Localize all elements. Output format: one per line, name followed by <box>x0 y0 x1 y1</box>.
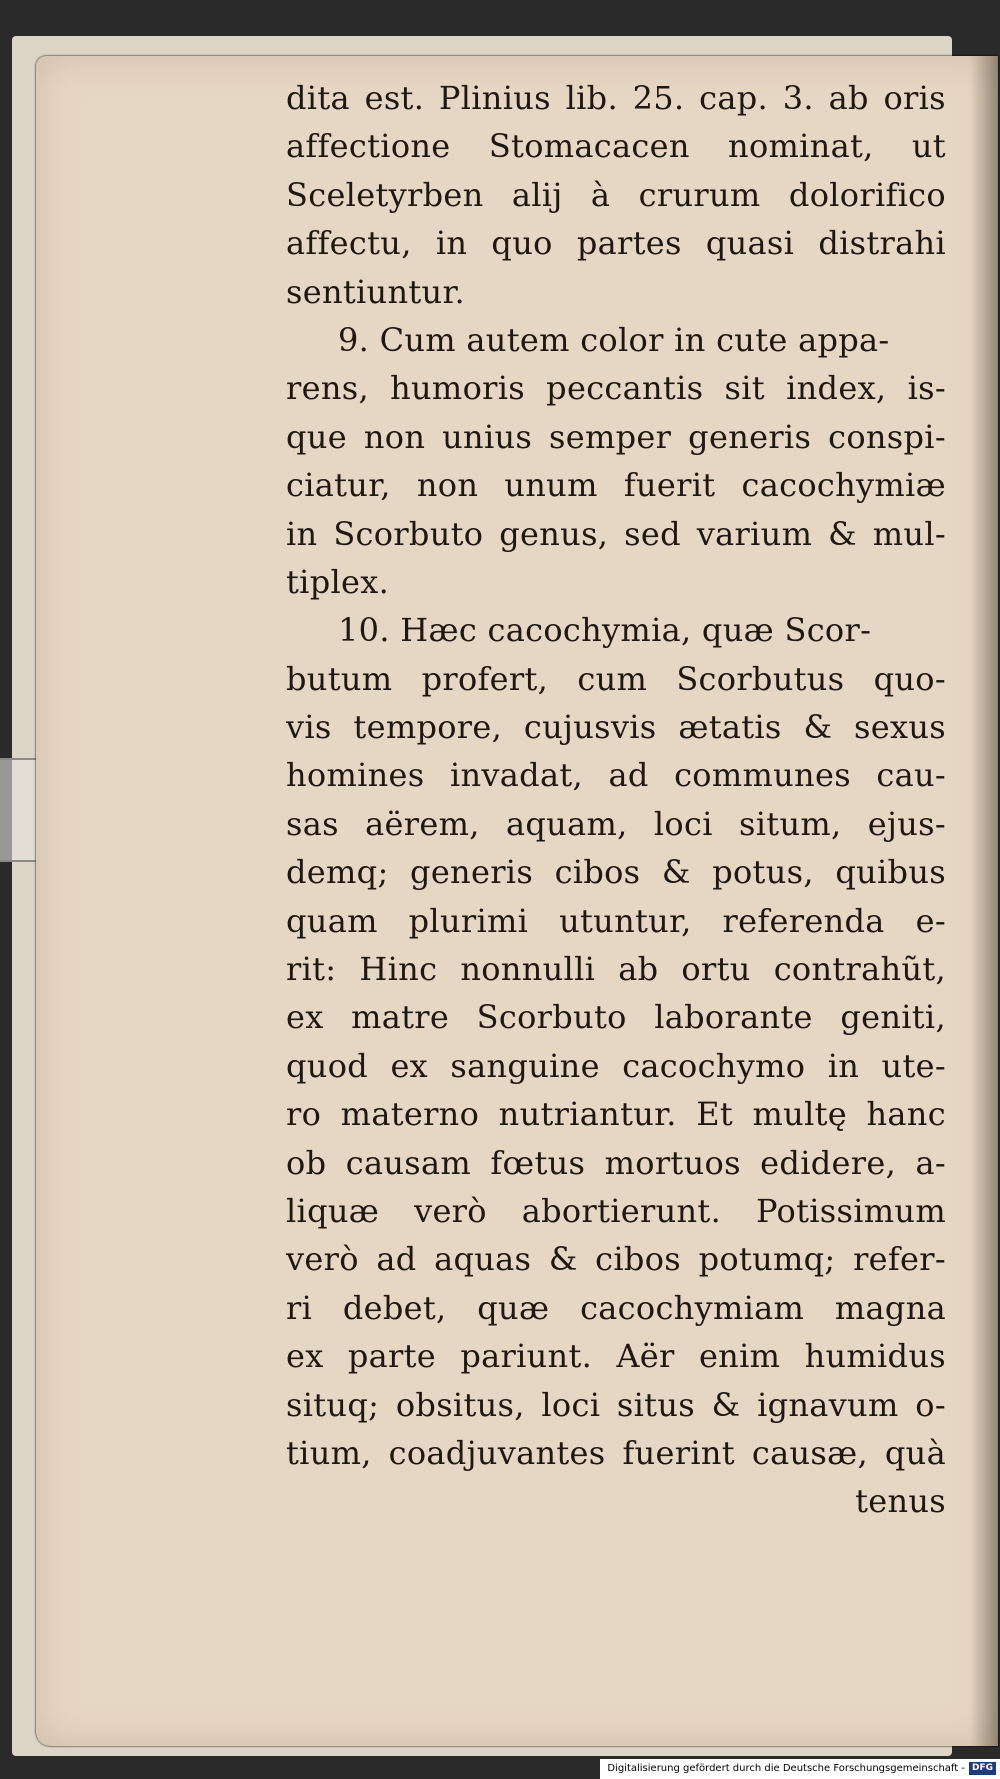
word: rens, <box>286 369 369 408</box>
text-line <box>286 122 946 170</box>
word: ute- <box>881 1046 946 1085</box>
word: & <box>661 853 691 892</box>
word: non <box>416 466 479 505</box>
word: Stomacacen <box>488 127 690 166</box>
word: materno <box>340 1095 480 1134</box>
word: multę <box>752 1095 848 1134</box>
word: refer- <box>853 1240 946 1279</box>
word: ejus- <box>867 804 946 843</box>
word: o- <box>915 1385 946 1424</box>
text-line <box>286 1381 946 1429</box>
word: quo- <box>873 659 946 698</box>
word: fœtus <box>490 1143 586 1182</box>
word: verò <box>414 1191 487 1230</box>
word: aquas <box>434 1240 532 1279</box>
word: ignavum <box>757 1385 899 1424</box>
word: cibos <box>554 853 641 892</box>
word: liquæ <box>286 1191 380 1230</box>
word: rit: <box>286 950 337 989</box>
word: loci <box>653 804 713 843</box>
word: affectione <box>286 127 451 166</box>
word: generis <box>410 853 534 892</box>
word: quà <box>884 1433 946 1472</box>
word: peccantis <box>546 369 704 408</box>
word: Plinius <box>438 79 551 117</box>
word: cum <box>577 659 648 698</box>
word: nutriantur. <box>498 1095 677 1134</box>
text-line <box>286 1139 946 1187</box>
text-line <box>286 800 946 848</box>
text-line: sentiuntur. <box>286 272 466 311</box>
word: quam <box>286 901 378 940</box>
word: parte <box>347 1337 437 1376</box>
page-text <box>286 74 946 1526</box>
word: fuerint <box>622 1433 735 1472</box>
word: quæ <box>477 1288 550 1327</box>
word: causam <box>345 1143 471 1182</box>
word: aquam, <box>506 804 628 843</box>
word: debet, <box>342 1288 447 1327</box>
word: nonnulli <box>460 950 596 989</box>
credit-text: Digitalisierung gefördert durch die Deutsche Forschungsgemeinschaft - <box>607 1763 965 1774</box>
word: causæ, <box>751 1433 868 1472</box>
word: que <box>286 417 347 456</box>
word: cacochymo <box>622 1046 806 1085</box>
word: demq; <box>286 853 389 892</box>
word: crurum <box>638 175 761 214</box>
word: non <box>363 417 426 456</box>
word: geniti, <box>840 998 946 1037</box>
word: & <box>711 1385 741 1424</box>
word: tempore, <box>353 708 503 747</box>
text-line <box>286 1284 946 1332</box>
word: Hinc <box>359 950 438 989</box>
word: mul- <box>872 514 946 553</box>
word: Scorbuto <box>333 514 484 553</box>
word: sexus <box>854 708 946 747</box>
word: generis <box>688 417 812 456</box>
text-line <box>286 461 946 509</box>
word: humoris <box>390 369 525 408</box>
text-line <box>286 1090 946 1138</box>
text-line <box>286 848 946 896</box>
word: à <box>590 175 611 214</box>
word: alij <box>511 175 563 214</box>
word: cibos <box>595 1240 681 1279</box>
text-line <box>286 413 946 461</box>
word: Scorbutus <box>676 659 845 698</box>
word: referenda <box>722 901 885 940</box>
word: lib. <box>565 79 618 117</box>
word: sed <box>624 514 681 553</box>
word: situm, <box>739 804 842 843</box>
word: loci <box>541 1385 601 1424</box>
word: dita <box>286 79 350 117</box>
word: laborante <box>654 998 813 1037</box>
word: mortuos <box>604 1143 741 1182</box>
text-line: 10. Hæc cacochymia, quæ Scor- <box>338 611 872 650</box>
word: in <box>286 514 318 553</box>
dfg-logo: DFG <box>969 1762 996 1775</box>
word: pariunt. <box>460 1337 593 1376</box>
text-line <box>286 993 946 1041</box>
word: utuntur, <box>559 901 692 940</box>
word: ætatis <box>678 708 782 747</box>
word: butum <box>286 659 393 698</box>
word: edidere, <box>760 1143 897 1182</box>
text-line <box>286 1429 946 1477</box>
word: cau- <box>876 756 946 795</box>
digitization-credit <box>600 1759 1000 1779</box>
text-line: 9. Cum autem color in cute appa- <box>338 320 890 359</box>
word: & <box>828 514 857 553</box>
word: ex <box>286 998 324 1037</box>
word: a- <box>915 1143 946 1182</box>
text-line <box>286 219 946 267</box>
text-line <box>286 945 946 993</box>
text-line <box>286 703 946 751</box>
word: homines <box>286 756 425 795</box>
text-line <box>286 1187 946 1235</box>
word: Et <box>696 1095 734 1134</box>
word: ri <box>286 1288 313 1327</box>
word: cacochymiæ <box>741 466 946 505</box>
text-line <box>286 1332 946 1380</box>
text-line <box>286 751 946 799</box>
word: index, <box>786 369 887 408</box>
word: abortierunt. <box>521 1191 722 1230</box>
word: semper <box>549 417 672 456</box>
word: situs <box>616 1385 695 1424</box>
word: obsitus, <box>395 1385 525 1424</box>
word: enim <box>698 1337 781 1376</box>
word: e- <box>915 901 946 940</box>
word: situq; <box>286 1385 380 1424</box>
word: tium, <box>286 1433 372 1472</box>
word: potumq; <box>698 1240 836 1279</box>
text-line <box>286 1235 946 1283</box>
text-line <box>286 171 946 219</box>
word: coadjuvantes <box>388 1433 606 1472</box>
word: 25. <box>632 79 685 117</box>
word: Potissimum <box>756 1191 946 1230</box>
word: quibus <box>835 853 946 892</box>
word: cap. <box>699 79 769 117</box>
text-line <box>286 510 946 558</box>
word: potus, <box>712 853 814 892</box>
word: ab <box>828 79 869 117</box>
word: unius <box>442 417 533 456</box>
word: Scorbuto <box>476 998 627 1037</box>
word: nominat, <box>728 127 874 166</box>
word: affectu, <box>286 224 412 263</box>
word: ab <box>618 950 659 989</box>
word: ex <box>286 1337 324 1376</box>
word: Sceletyrben <box>286 175 484 214</box>
word: aërem, <box>365 804 480 843</box>
word: profert, <box>421 659 549 698</box>
word: humidus <box>804 1337 946 1376</box>
text-line <box>286 364 946 412</box>
word: sas <box>286 804 339 843</box>
word: quasi <box>705 224 795 263</box>
word: cujusvis <box>523 708 657 747</box>
text-line <box>286 1042 946 1090</box>
word: ciatur, <box>286 466 391 505</box>
word: ad <box>608 756 649 795</box>
word: sit <box>724 369 765 408</box>
word: quod <box>286 1046 369 1085</box>
word: dolorifico <box>788 175 946 214</box>
word: sanguine <box>450 1046 600 1085</box>
text-line <box>286 655 946 703</box>
word: & <box>803 708 833 747</box>
word: plurimi <box>408 901 529 940</box>
word: in <box>435 224 468 263</box>
word: matre <box>351 998 450 1037</box>
word: in <box>827 1046 860 1085</box>
word: magna <box>834 1288 946 1327</box>
word: & <box>548 1240 578 1279</box>
word: ob <box>286 1143 327 1182</box>
word: communes <box>674 756 851 795</box>
word: ex <box>390 1046 429 1085</box>
word: partes <box>576 224 682 263</box>
word: ortu <box>681 950 751 989</box>
text-line: tiplex. <box>286 562 390 601</box>
word: est. <box>364 79 425 117</box>
word: fuerit <box>623 466 716 505</box>
word: cacochymiam <box>580 1288 805 1327</box>
word: distrahi <box>818 224 946 263</box>
word: ro <box>286 1095 322 1134</box>
word: conspi- <box>828 417 946 456</box>
word: unum <box>504 466 598 505</box>
word: genus, <box>499 514 609 553</box>
word: varium <box>696 514 813 553</box>
word: ad <box>376 1240 417 1279</box>
word: hanc <box>866 1095 946 1134</box>
word: contrahũt, <box>773 950 946 989</box>
word: ut <box>911 127 946 166</box>
text-line <box>286 897 946 945</box>
word: oris <box>883 79 946 117</box>
word: 3. <box>782 79 814 117</box>
word: Aër <box>616 1337 675 1376</box>
word: invadat, <box>449 756 583 795</box>
word: vis <box>286 708 332 747</box>
catchword: tenus <box>855 1482 946 1521</box>
text-line <box>286 74 946 122</box>
word: verò <box>286 1240 359 1279</box>
word: is- <box>907 369 946 408</box>
word: quo <box>491 224 553 263</box>
